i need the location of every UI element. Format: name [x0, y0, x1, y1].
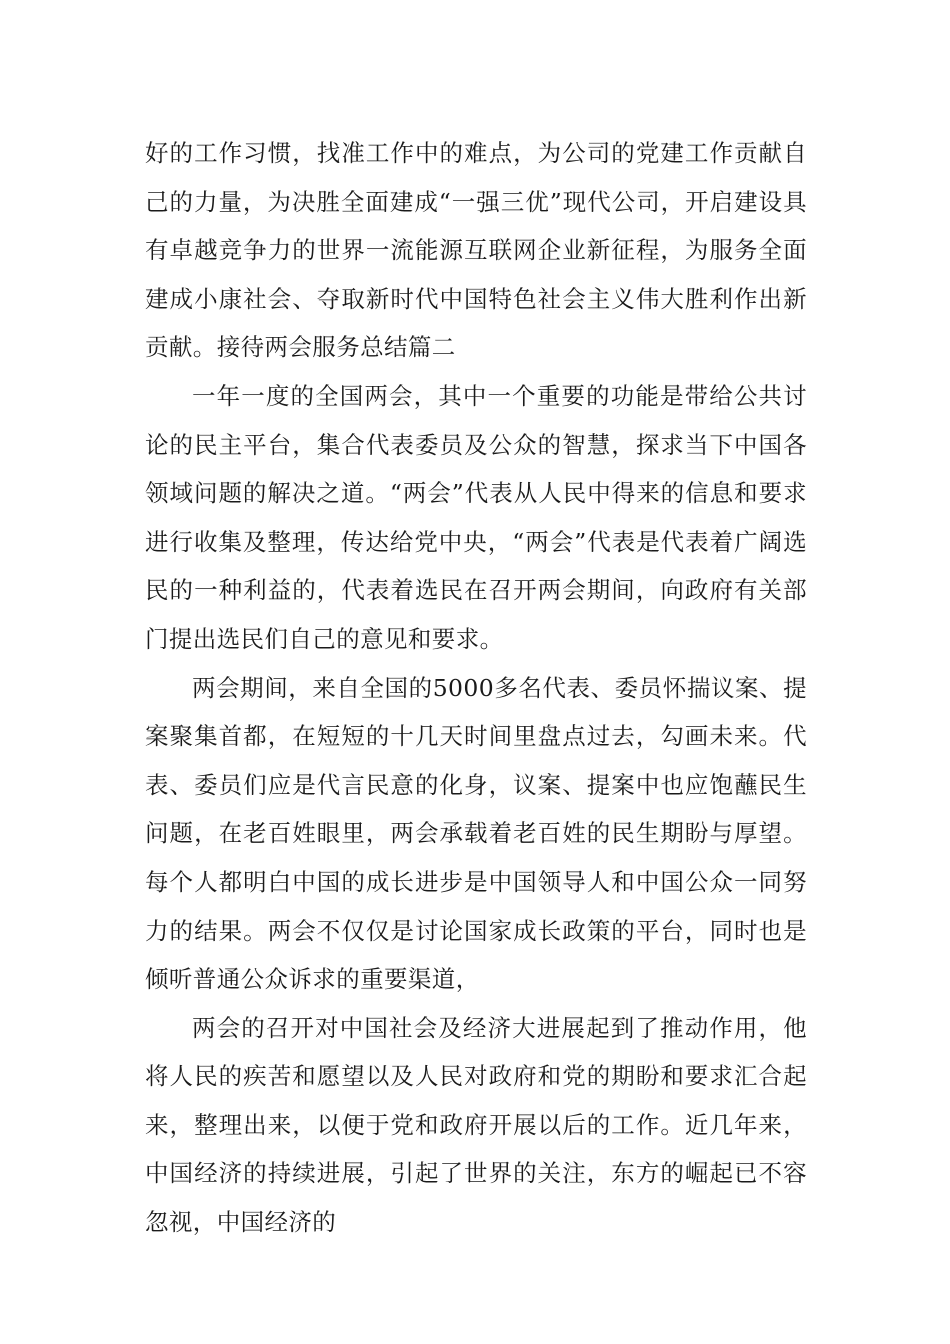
- paragraph: 一年一度的全国两会，其中一个重要的功能是带给公共讨论的民主平台，集合代表委员及公众的智慧，探求当下中国各领域问题的解决之道。“两会”代表从人民中得来的信息和要求进行收集及整理，传达给党中央，“两会”代表是代表着广阔选民的一种利益的，代表着选民在召开两会期间，向政府有关部门提出选民们自己的意见和要求。: [145, 381, 807, 653]
- paragraph: 两会期间，来自全国的5000多名代表、委员怀揣议案、提案聚集首都，在短短的十几天时间里盘点过去，勾画未来。代表、委员们应是代言民意的化身，议案、提案中也应饱蘸民生问题，在老百姓眼里，两会承载着老百姓的民生期盼与厚望。每个人都明白中国的成长进步是中国领导人和中国公众一同努力的结果。两会不仅仅是讨论国家成长政策的平台，同时也是倾听普通公众诉求的重要渠道，: [145, 673, 807, 994]
- document-body: [145, 129, 807, 1247]
- paragraph-continued: 好的工作习惯，找准工作中的难点，为公司的党建工作贡献自己的力量，为决胜全面建成“一强三优”现代公司，开启建设具有卓越竞争力的世界一流能源互联网企业新征程，为服务全面建成小康社会、夺取新时代中国特色社会主义伟大胜利作出新贡献。接待两会服务总结篇二: [145, 139, 807, 362]
- paragraph: 两会的召开对中国社会及经济大进展起到了推动作用，他将人民的疾苦和愿望以及人民对政府和党的期盼和要求汇合起来，整理出来，以便于党和政府开展以后的工作。近几年来，中国经济的持续进展，引起了世界的关注，东方的崛起已不容忽视，中国经济的: [145, 1013, 807, 1237]
